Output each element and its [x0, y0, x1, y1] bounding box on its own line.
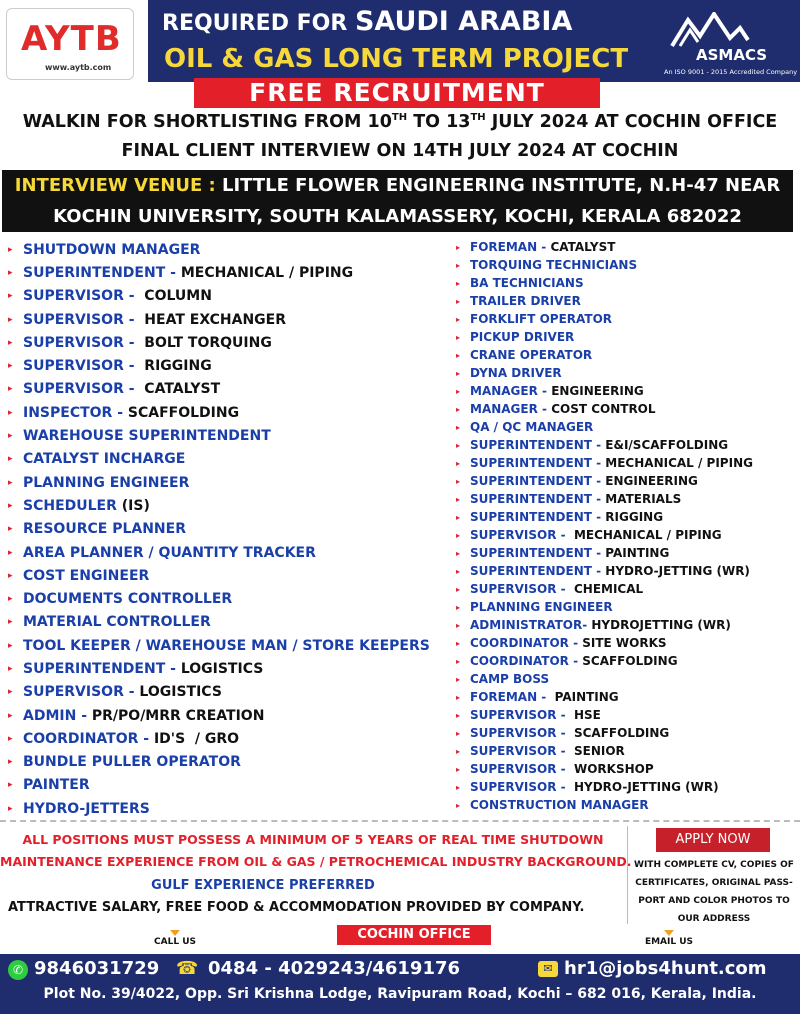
position-specialty: HYDRO-JETTING (WR): [565, 780, 719, 794]
position-specialty: HEAT EXCHANGER: [134, 311, 286, 328]
asmacs-iso: An ISO 9001 - 2015 Accredited Company: [664, 68, 798, 76]
cochin-office-badge: COCHIN OFFICE: [337, 925, 491, 945]
bullet-icon: ▸: [8, 267, 13, 278]
bullet-icon: ▸: [456, 782, 461, 792]
apply-instructions: WITH COMPLETE CV, COPIES OF CERTIFICATES, ORIGINAL PASS-PORT AND COLOR PHOTOS TO OUR ADDRESS: [634, 860, 794, 924]
position-role: FOREMAN -: [470, 690, 547, 704]
whatsapp-icon: ✆: [8, 960, 28, 980]
bullet-icon: ▸: [8, 640, 13, 651]
position-specialty: ENGINEERING: [547, 384, 644, 398]
benefits-line: ATTRACTIVE SALARY, FREE FOOD & ACCOMMODATION PROVIDED BY COMPANY.: [8, 900, 585, 915]
position-item: [456, 346, 796, 364]
position-item: [456, 256, 796, 274]
position-specialty: SCAFFOLDING: [123, 404, 240, 421]
position-role: DYNA DRIVER: [470, 366, 562, 380]
position-specialty: CATALYST: [546, 240, 616, 254]
position-role: MATERIAL CONTROLLER: [23, 614, 211, 631]
position-specialty: HYDRO-JETTING (WR): [601, 564, 750, 578]
position-role: SUPERINTENDENT -: [470, 510, 602, 524]
position-role: PLANNING ENGINEER: [470, 600, 613, 614]
position-specialty: MECHANICAL / PIPING: [601, 456, 753, 470]
bullet-icon: ▸: [8, 524, 13, 535]
position-specialty: E&I/SCAFFOLDING: [601, 438, 729, 452]
position-role: SUPERINTENDENT -: [23, 660, 176, 677]
position-role: ADMIN -: [23, 707, 87, 724]
position-item: [8, 471, 448, 494]
position-role: COORDINATOR -: [470, 654, 579, 668]
bullet-icon: ▸: [8, 291, 13, 302]
walkin-part3: JULY 2024 AT COCHIN OFFICE: [485, 112, 778, 132]
position-role: TORQUING TECHNICIANS: [470, 258, 638, 272]
position-item: [456, 400, 796, 418]
position-role: SUPERVISOR -: [23, 288, 135, 305]
requirement-line2: MAINTENANCE EXPERIENCE FROM OIL & GAS / PETROCHEMICAL INDUSTRY BACKGROUND.: [0, 854, 632, 869]
bullet-icon: ▸: [456, 674, 461, 684]
bullet-icon: ▸: [456, 296, 461, 306]
position-item: [8, 704, 448, 727]
bullet-icon: ▸: [456, 440, 461, 450]
mail-icon: ✉: [538, 961, 558, 977]
position-item: [456, 634, 796, 652]
position-specialty: MATERIALS: [601, 492, 682, 506]
position-specialty: WORKSHOP: [565, 762, 654, 776]
position-item: [456, 292, 796, 310]
position-role: SUPERINTENDENT -: [470, 564, 602, 578]
position-role: FOREMAN -: [470, 240, 547, 254]
position-item: [456, 382, 796, 400]
position-item: [456, 490, 796, 508]
position-role: SUPERINTENDENT -: [470, 474, 602, 488]
call-us-label: [140, 930, 210, 947]
bullet-icon: ▸: [8, 454, 13, 465]
vertical-divider: [627, 826, 628, 924]
position-role: RESOURCE PLANNER: [23, 521, 186, 538]
bullet-icon: ▸: [456, 260, 461, 270]
asmacs-mountain-icon: [670, 12, 750, 48]
positions-list-right: [456, 238, 796, 814]
bullet-icon: ▸: [8, 757, 13, 768]
bullet-icon: ▸: [456, 314, 461, 324]
header-title-line1: [162, 6, 572, 37]
free-recruitment-banner: FREE RECRUITMENT: [194, 78, 600, 108]
position-specialty: LOGISTICS: [134, 684, 222, 701]
bullet-icon: ▸: [456, 350, 461, 360]
bullet-icon: ▸: [8, 663, 13, 674]
position-role: SUPERINTENDENT -: [470, 456, 602, 470]
position-role: SUPERVISOR -: [23, 358, 135, 375]
position-role: PICKUP DRIVER: [470, 330, 575, 344]
position-role: QA / QC MANAGER: [470, 420, 594, 434]
bullet-icon: ▸: [456, 638, 461, 648]
position-item: [8, 238, 448, 261]
bullet-icon: ▸: [8, 500, 13, 511]
walkin-sup1: TH: [391, 112, 408, 124]
asmacs-name: ASMACS: [696, 46, 768, 64]
email-address[interactable]: hr1@jobs4hunt.com: [564, 958, 767, 979]
bullet-icon: ▸: [456, 386, 461, 396]
email-us-arrow-icon: [664, 930, 674, 936]
position-role: CRANE OPERATOR: [470, 348, 593, 362]
bullet-icon: ▸: [8, 687, 13, 698]
position-role: COORDINATOR -: [470, 636, 579, 650]
position-role: SUPERVISOR -: [23, 334, 135, 351]
bullet-icon: ▸: [456, 404, 461, 414]
position-specialty: HYDROJETTING (WR): [587, 618, 731, 632]
position-item: [8, 564, 448, 587]
bullet-icon: ▸: [456, 332, 461, 342]
position-specialty: RIGGING: [134, 358, 212, 375]
position-role: COST ENGINEER: [23, 567, 150, 584]
position-item: [8, 518, 448, 541]
position-item: [8, 401, 448, 424]
bullet-icon: ▸: [456, 656, 461, 666]
position-item: [8, 331, 448, 354]
position-role: SUPERINTENDENT -: [470, 438, 602, 452]
position-item: [8, 634, 448, 657]
footer: [0, 954, 800, 1014]
position-role: SUPERVISOR -: [470, 762, 566, 776]
position-specialty: SCAFFOLDING: [565, 726, 670, 740]
position-specialty: SITE WORKS: [578, 636, 667, 650]
gulf-experience: GULF EXPERIENCE PREFERRED: [151, 878, 375, 893]
position-item: [8, 657, 448, 680]
position-item: [456, 364, 796, 382]
bullet-icon: ▸: [456, 494, 461, 504]
venue-line2: KOCHIN UNIVERSITY, SOUTH KALAMASSERY, KOCHI, KERALA 682022: [53, 206, 742, 227]
bullet-icon: ▸: [456, 548, 461, 558]
venue-label: INTERVIEW VENUE :: [14, 175, 216, 196]
position-item: [456, 742, 796, 760]
position-role: TRAILER DRIVER: [470, 294, 581, 308]
position-specialty: PAINTING: [601, 546, 670, 560]
position-role: MANAGER -: [470, 384, 548, 398]
position-item: [456, 760, 796, 778]
position-role: SUPERINTENDENT -: [470, 546, 602, 560]
final-interview-line: FINAL CLIENT INTERVIEW ON 14TH JULY 2024 AT COCHIN: [121, 141, 679, 161]
position-item: [456, 508, 796, 526]
position-role: COORDINATOR -: [23, 730, 150, 747]
bullet-icon: ▸: [8, 337, 13, 348]
bullet-icon: ▸: [8, 780, 13, 791]
apply-now-button[interactable]: APPLY NOW: [656, 828, 770, 852]
position-role: TOOL KEEPER / WAREHOUSE MAN / STORE KEEPERS: [23, 637, 430, 654]
header: [0, 0, 800, 82]
bullet-icon: ▸: [456, 710, 461, 720]
phone-whatsapp[interactable]: 9846031729: [34, 958, 160, 979]
position-item: [456, 706, 796, 724]
position-item: [8, 797, 448, 820]
bullet-icon: ▸: [8, 431, 13, 442]
bullet-icon: ▸: [456, 458, 461, 468]
bullet-icon: ▸: [8, 361, 13, 372]
position-specialty: (IS): [116, 497, 150, 514]
position-specialty: MECHANICAL / PIPING: [565, 528, 722, 542]
position-item: [456, 544, 796, 562]
position-role: WAREHOUSE SUPERINTENDENT: [23, 428, 271, 445]
call-us-arrow-icon: [170, 930, 180, 936]
position-item: [456, 328, 796, 346]
position-item: [8, 587, 448, 610]
position-role: SUPERVISOR -: [23, 311, 135, 328]
bullet-icon: ▸: [456, 692, 461, 702]
position-specialty: ENGINEERING: [601, 474, 698, 488]
bullet-icon: ▸: [8, 384, 13, 395]
position-item: [8, 494, 448, 517]
position-item: [8, 611, 448, 634]
email-us-text: EMAIL US: [644, 937, 694, 947]
aytb-logo-mark: AYTB: [21, 19, 122, 59]
position-item: [8, 285, 448, 308]
header-title-line2: OIL & GAS LONG TERM PROJECT: [164, 44, 629, 74]
position-item: [8, 448, 448, 471]
walkin-line: [0, 112, 800, 132]
position-item: [456, 238, 796, 256]
bullet-icon: ▸: [8, 547, 13, 558]
position-specialty: ID'S / GRO: [149, 730, 240, 747]
position-role: SUPERVISOR -: [23, 381, 135, 398]
position-role: CATALYST INCHARGE: [23, 451, 186, 468]
position-role: SUPERVISOR -: [470, 528, 566, 542]
telephone-icon: ☎: [176, 958, 199, 979]
position-role: SUPERVISOR -: [470, 726, 566, 740]
position-specialty: LOGISTICS: [175, 660, 264, 677]
position-item: [456, 580, 796, 598]
position-specialty: COLUMN: [134, 288, 212, 305]
position-item: [8, 308, 448, 331]
bullet-icon: ▸: [456, 800, 461, 810]
position-item: [456, 454, 796, 472]
walkin-part1: WALKIN FOR SHORTLISTING FROM 10: [22, 112, 392, 132]
email-us-label: [632, 930, 706, 947]
position-item: [456, 670, 796, 688]
position-item: [456, 688, 796, 706]
position-item: [8, 774, 448, 797]
position-specialty: SCAFFOLDING: [578, 654, 678, 668]
position-item: [456, 616, 796, 634]
position-role: SUPERINTENDENT -: [470, 492, 602, 506]
bullet-icon: ▸: [8, 594, 13, 605]
position-role: SUPERVISOR -: [470, 744, 566, 758]
position-role: SUPERVISOR -: [470, 780, 566, 794]
position-specialty: BOLT TORQUING: [134, 334, 272, 351]
position-role: SHUTDOWN MANAGER: [23, 241, 201, 258]
position-role: SUPERVISOR -: [23, 684, 135, 701]
header-title-prefix: REQUIRED FOR: [162, 11, 348, 36]
bullet-icon: ▸: [456, 512, 461, 522]
office-address: Plot No. 39/4022, Opp. Sri Krishna Lodge, Ravipuram Road, Kochi – 682 016, Kerala, India.: [43, 986, 757, 1002]
bullet-icon: ▸: [456, 584, 461, 594]
position-item: [8, 681, 448, 704]
venue-line1: [2, 175, 793, 196]
position-item: [8, 354, 448, 377]
position-item: [8, 727, 448, 750]
bullet-icon: ▸: [456, 530, 461, 540]
position-item: [456, 652, 796, 670]
position-item: [456, 778, 796, 796]
position-specialty: HSE: [565, 708, 601, 722]
position-specialty: MECHANICAL / PIPING: [175, 264, 354, 281]
header-title-country: SAUDI ARABIA: [354, 6, 573, 37]
position-item: [456, 724, 796, 742]
walkin-part2: TO 13: [407, 112, 471, 132]
bullet-icon: ▸: [456, 476, 461, 486]
position-role: SUPERINTENDENT -: [23, 264, 176, 281]
position-role: AREA PLANNER / QUANTITY TRACKER: [23, 544, 316, 561]
position-role: DOCUMENTS CONTROLLER: [23, 591, 233, 608]
bullet-icon: ▸: [8, 617, 13, 628]
bullet-icon: ▸: [8, 570, 13, 581]
position-role: CAMP BOSS: [470, 672, 550, 686]
position-item: [456, 526, 796, 544]
position-specialty: PR/PO/MRR CREATION: [87, 707, 265, 724]
position-role: ADMINISTRATOR-: [470, 618, 588, 632]
position-role: INSPECTOR -: [23, 404, 124, 421]
position-item: [456, 562, 796, 580]
interview-venue-banner: [2, 170, 793, 232]
bullet-icon: ▸: [456, 242, 461, 252]
position-role: SUPERVISOR -: [470, 708, 566, 722]
position-item: [456, 472, 796, 490]
aytb-logo-url: www.aytb.com: [45, 63, 112, 72]
bullet-icon: ▸: [8, 407, 13, 418]
bullet-icon: ▸: [8, 244, 13, 255]
position-specialty: PAINTING: [546, 690, 619, 704]
bullet-icon: ▸: [8, 477, 13, 488]
bullet-icon: ▸: [8, 314, 13, 325]
position-item: [8, 378, 448, 401]
bullet-icon: ▸: [8, 803, 13, 814]
venue-line1-text: LITTLE FLOWER ENGINEERING INSTITUTE, N.H-47 NEAR: [215, 175, 781, 196]
bullet-icon: ▸: [456, 728, 461, 738]
bullet-icon: ▸: [456, 620, 461, 630]
position-specialty: RIGGING: [601, 510, 664, 524]
bullet-icon: ▸: [456, 278, 461, 288]
position-item: [8, 261, 448, 284]
position-specialty: COST CONTROL: [547, 402, 656, 416]
position-role: FORKLIFT OPERATOR: [470, 312, 613, 326]
bullet-icon: ▸: [456, 602, 461, 612]
bullet-icon: ▸: [456, 746, 461, 756]
position-role: PLANNING ENGINEER: [23, 474, 190, 491]
position-item: [456, 436, 796, 454]
position-item: [8, 541, 448, 564]
position-role: BUNDLE PULLER OPERATOR: [23, 754, 241, 771]
position-specialty: CHEMICAL: [565, 582, 644, 596]
positions-list-left: [8, 238, 448, 820]
bullet-icon: ▸: [456, 422, 461, 432]
position-role: CONSTRUCTION MANAGER: [470, 798, 649, 812]
position-role: SCHEDULER: [23, 497, 117, 514]
requirement-line1: ALL POSITIONS MUST POSSESS A MINIMUM OF 5 YEARS OF REAL TIME SHUTDOWN: [22, 832, 604, 847]
bullet-icon: ▸: [456, 566, 461, 576]
bullet-icon: ▸: [456, 764, 461, 774]
bullet-icon: ▸: [8, 710, 13, 721]
asmacs-logo: [664, 12, 798, 78]
bullet-icon: ▸: [8, 733, 13, 744]
position-item: [456, 274, 796, 292]
call-us-text: CALL US: [154, 937, 196, 947]
position-item: [456, 310, 796, 328]
position-role: BA TECHNICIANS: [470, 276, 584, 290]
position-item: [8, 751, 448, 774]
bullet-icon: ▸: [456, 368, 461, 378]
section-divider: [0, 820, 800, 822]
position-specialty: SENIOR: [565, 744, 625, 758]
position-item: [456, 418, 796, 436]
position-role: SUPERVISOR -: [470, 582, 566, 596]
position-role: PAINTER: [23, 777, 90, 794]
phone-landline[interactable]: 0484 - 4029243/4619176: [208, 958, 461, 979]
walkin-sup2: TH: [470, 112, 486, 124]
position-role: HYDRO-JETTERS: [23, 800, 150, 817]
position-item: [8, 424, 448, 447]
position-item: [456, 796, 796, 814]
position-role: MANAGER -: [470, 402, 548, 416]
position-item: [456, 598, 796, 616]
aytb-logo: [6, 8, 134, 80]
position-specialty: CATALYST: [134, 381, 221, 398]
